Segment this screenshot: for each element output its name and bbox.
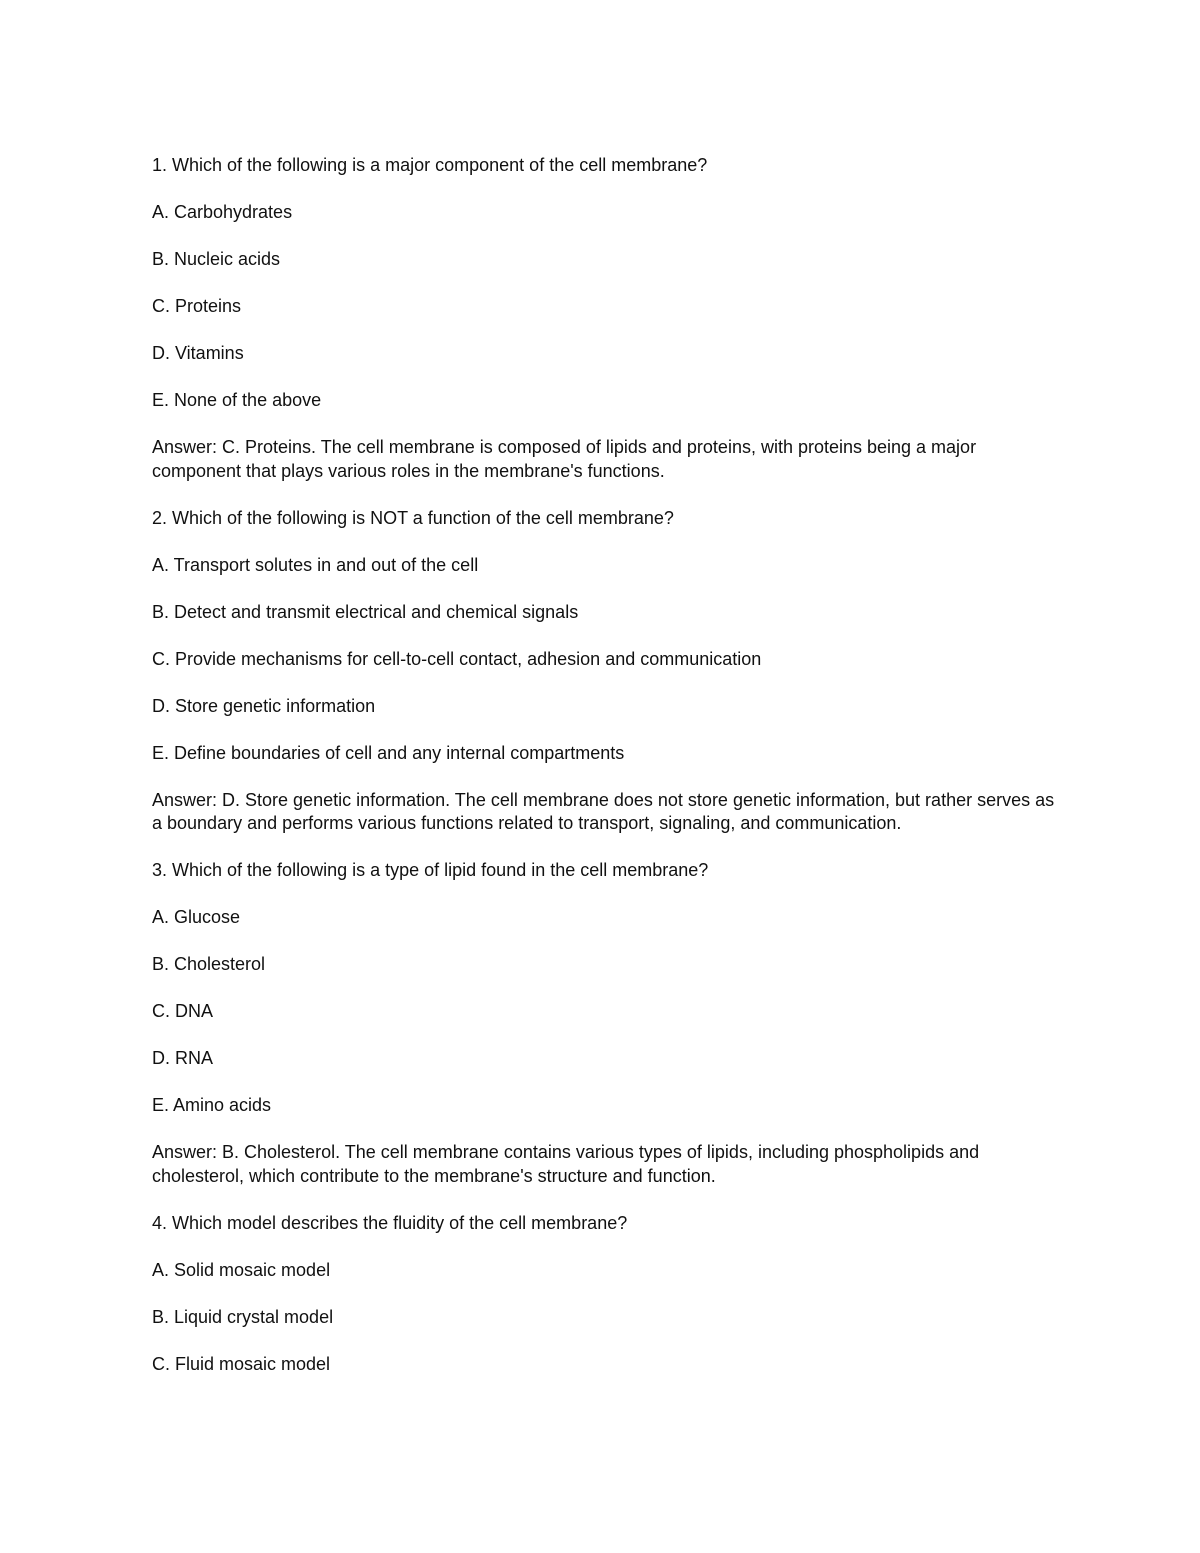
question-3-answer: Answer: B. Cholesterol. The cell membrane contains various types of lipids, including phospholipids and cholesterol, which contribute to the membrane's structure and function. <box>152 1142 980 1186</box>
question-1-answer: Answer: C. Proteins. The cell membrane is composed of lipids and proteins, with proteins being a major component that plays various roles in the membrane's functions. <box>152 437 977 481</box>
question-4-option-a: A. Solid mosaic model <box>152 1259 331 1280</box>
question-3-option-a: A. Glucose <box>152 907 241 927</box>
question-4-text: 4. Which model describes the fluidity of the cell membrane? <box>152 1212 628 1233</box>
question-3-option-d: D. RNA <box>152 1048 214 1068</box>
question-4-option-c: C. Fluid mosaic model <box>152 1353 331 1374</box>
question-3-option-c: C. DNA <box>152 1001 214 1021</box>
question-1-option-d: D. Vitamins <box>152 343 244 363</box>
question-2-option-a: A. Transport solutes in and out of the cell <box>152 554 479 575</box>
document-content <box>152 154 1057 1376</box>
question-2-text: 2. Which of the following is NOT a function of the cell membrane? <box>152 507 674 528</box>
question-1-option-c: C. Proteins <box>152 296 242 316</box>
question-3-option-b: B. Cholesterol <box>152 954 266 974</box>
question-1-option-b: B. Nucleic acids <box>152 249 281 269</box>
question-1-option-e: E. None of the above <box>152 390 322 410</box>
question-2-answer: Answer: D. Store genetic information. The cell membrane does not store genetic information, but rather serves as a boundary and performs various functions related to transport, signaling, and communication. <box>152 789 1055 833</box>
question-2-option-e: E. Define boundaries of cell and any internal compartments <box>152 742 625 763</box>
question-1-text: 1. Which of the following is a major component of the cell membrane? <box>152 155 708 175</box>
question-2-option-d: D. Store genetic information <box>152 695 376 716</box>
question-2-option-c: C. Provide mechanisms for cell-to-cell contact, adhesion and communication <box>152 648 762 669</box>
question-3-option-e: E. Amino acids <box>152 1095 272 1115</box>
question-2-option-b: B. Detect and transmit electrical and chemical signals <box>152 601 579 622</box>
question-1-option-a: A. Carbohydrates <box>152 202 293 222</box>
question-4-option-b: B. Liquid crystal model <box>152 1306 334 1327</box>
question-3-text: 3. Which of the following is a type of lipid found in the cell membrane? <box>152 860 709 880</box>
